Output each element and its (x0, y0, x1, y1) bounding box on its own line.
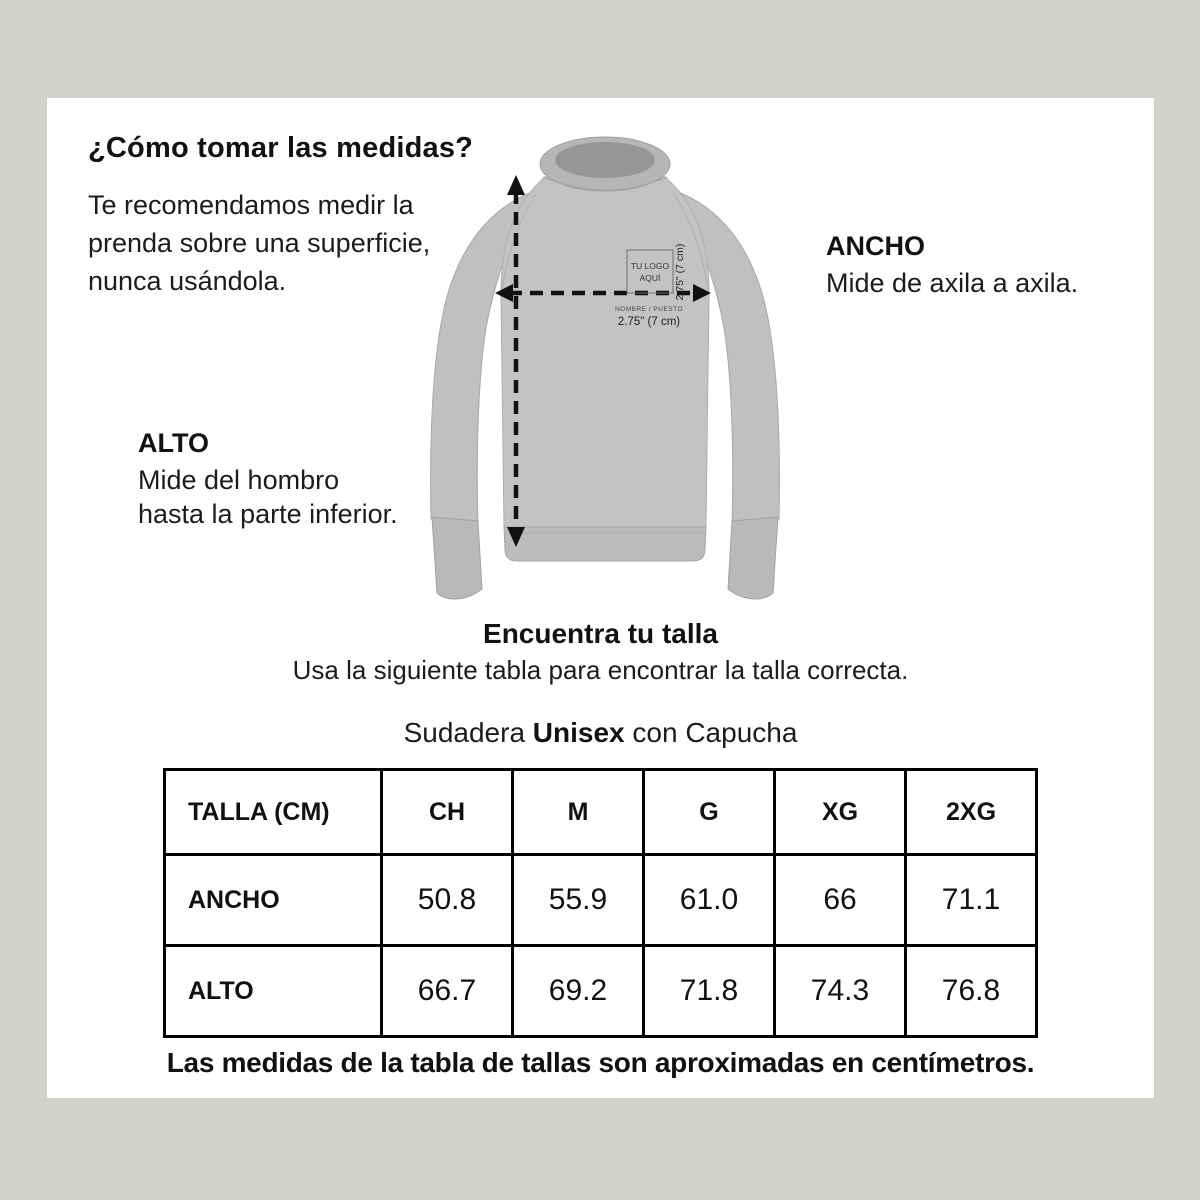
how-to-title: ¿Cómo tomar las medidas? (88, 132, 474, 164)
product-prefix: Sudadera (403, 717, 533, 748)
size-chart-table (163, 768, 1038, 1038)
size-col-header: 2XG (906, 770, 1037, 855)
size-col-header: M (513, 770, 644, 855)
how-to-line: Te recomendamos medir la (88, 190, 414, 220)
size-chart-header-row (165, 770, 1037, 855)
width-note-label: ANCHO (826, 231, 925, 261)
height-note-line: hasta la parte inferior. (138, 499, 398, 529)
size-value-cell: 71.1 (906, 855, 1037, 946)
sweatshirt-hem-band (504, 527, 706, 561)
collar-opening (555, 142, 655, 178)
logo-height-dimension: 2.75" (7 cm) (674, 243, 686, 301)
product-highlight: Unisex (532, 717, 625, 748)
logo-width-dimension: 2.75" (7 cm) (617, 316, 681, 328)
size-value-cell: 50.8 (382, 855, 513, 946)
sweatshirt-left-cuff (432, 517, 482, 599)
width-note-text: Mide de axila a axila. (826, 268, 1079, 298)
size-col-header: TALLA (CM) (165, 770, 382, 855)
size-col-header: CH (382, 770, 513, 855)
size-chart-row-ancho (165, 855, 1037, 946)
how-to-line: prenda sobre una superficie, (88, 228, 431, 258)
how-to-line: nunca usándola. (88, 266, 287, 296)
name-position-placeholder: NOMBRE / PUESTO (614, 306, 684, 313)
size-value-cell: 74.3 (775, 946, 906, 1037)
how-to-text (88, 186, 430, 300)
size-value-cell: 61.0 (644, 855, 775, 946)
product-suffix: con Capucha (624, 717, 798, 748)
size-col-header: G (644, 770, 775, 855)
height-note-label: ALTO (138, 428, 209, 458)
size-value-cell: 66.7 (382, 946, 513, 1037)
size-chart-row-alto (165, 946, 1037, 1037)
sweatshirt-torso (501, 163, 709, 527)
height-measure-note (138, 426, 398, 531)
width-measure-note (826, 228, 1078, 302)
sweatshirt-right-cuff (728, 517, 778, 599)
size-value-cell: 55.9 (513, 855, 644, 946)
size-value-cell: 66 (775, 855, 906, 946)
content-card (47, 98, 1154, 1098)
row-label: ANCHO (165, 855, 382, 946)
product-name-line (47, 717, 1154, 749)
logo-placeholder-line1: TU LOGO (630, 261, 670, 271)
logo-placeholder-line2: AQUÍ (639, 273, 661, 283)
table-footnote: Las medidas de la tabla de tallas son aproximadas en centímetros. (166, 1047, 1035, 1078)
find-size-title: Encuentra tu talla (483, 618, 718, 649)
size-value-cell: 69.2 (513, 946, 644, 1037)
find-size-subtitle: Usa la siguiente tabla para encontrar la talla correcta. (292, 655, 909, 685)
sweatshirt-graphic (415, 125, 790, 605)
row-label: ALTO (165, 946, 382, 1037)
size-col-header: XG (775, 770, 906, 855)
sweatshirt-svg (415, 125, 790, 605)
height-note-line: Mide del hombro (138, 465, 340, 495)
size-value-cell: 76.8 (906, 946, 1037, 1037)
size-value-cell: 71.8 (644, 946, 775, 1037)
